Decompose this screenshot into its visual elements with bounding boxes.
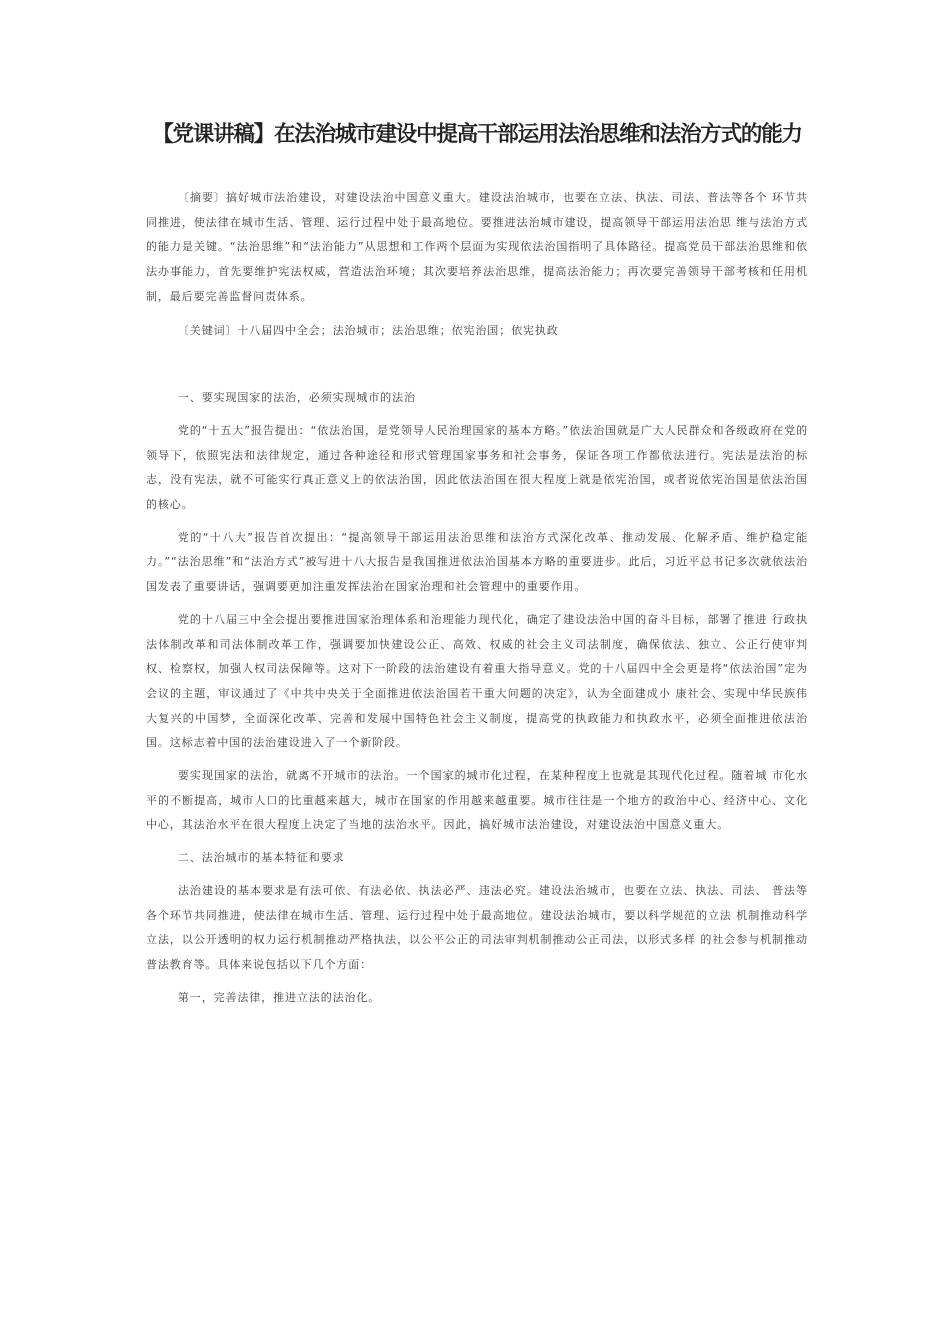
- keywords-paragraph: 〔关键词〕十八届四中全会；法治城市；法治思维；依宪治国；依宪执政: [177, 323, 559, 337]
- document-title: 【党课讲稿】在法治城市建设中提高干部运用法治思维和法治方式的能力: [152, 122, 802, 147]
- body-paragraph: 法治建设的基本要求是有法可依、有法必依、执法必严、违法必究。建设法治城市，也要在立法、执法、司法、 普法等各个环节共同推进，使法律在城市生活、管理、运行过程中处于最高地位。建设法治城市，要以科学规范的立法 机制推动科学立法，以公开透明的权力运行机制推动严格执法，以公平公正的司法审判机制推动公正司法，以形式多样 的社会参与机制推动普法教育等。具体来说包括以下几个方面：: [146, 883, 808, 971]
- body-paragraph: 党的十八届三中全会提出要推进国家治理体系和治理能力现代化，确定了建设法治中国的奋斗目标，部署了推进 行政执法体制改革和司法体制改革工作，强调要加快建设公正、高效、权威的社会主义司法制度，确保依法、独立、公正行使审判权、检察权，加强人权司法保障等。这对下一阶段的法治建设有着重大指导意义。党的十八届四中全会更是将“依法治国”定为会议的主题，审议通过了《中共中央关于全面推进依法治国若干重大问题的决定》，认为全面建成小 康社会、实现中华民族伟大复兴的中国梦，全面深化改革、完善和发展中国特色社会主义制度，提高党的执政能力和执政水平，必须全面推进依法治国。这标志着中国的法治建设进入了一个新阶段。: [146, 612, 808, 750]
- abstract-paragraph: 〔摘要〕搞好城市法治建设，对建设法治中国意义重大。建设法治城市，也要在立法、执法、司法、普法等各个 环节共同推进，使法律在城市生活、管理、运行过程中处于最高地位。要推进法治城市建设，提高领导干部运用法治思 维与法治方式的能力是关键。“法治思维”和“法治能力”从思想和工作两个层面为实现依法治国指明了具体路径。提高党员干部法治思维和依法办事能力，首先要维护宪法权威，营造法治环境；其次要培养法治思维，提高法治能力；再次要完善领导干部考核和任用机制，最后要完善监督问责体系。: [146, 191, 808, 303]
- document-page: [146, 0, 808, 1010]
- body-paragraph: 党的“十八大”报告首次提出：“提高领导干部运用法治思维和法治方式深化改革、推动发展、化解矛盾、维护稳定能力。”“法治思维”和“法治方式”被写进十八大报告是我国推进依法治国基本方略的重要进步。此后，习近平总书记多次就依法治国发表了重要讲话，强调要更加注重发挥法治在国家治理和社会管理中的重要作用。: [146, 530, 808, 594]
- body-paragraph: 要实现国家的法治，就离不开城市的法治。一个国家的城市化过程，在某种程度上也就是其现代化过程。随着城 市化水平的不断提高，城市人口的比重越来越大，城市在国家的作用越来越重要。城市往往是一个地方的政治中心、经济中心、文化中心，其法治水平在很大程度上决定了当地的法治水平。因此，搞好城市法治建设，对建设法治中国意义重大。: [146, 769, 808, 832]
- body-paragraph: 党的“十五大”报告提出：“依法治国，是党领导人民治理国家的基本方略。”依法治国就是广大人民群众和各级政府在党的领导下，依照宪法和法律规定，通过各种途径和形式管理国家事务和社会事务，保证各项工作都依法进行。宪法是法治的标志，没有宪法，就不可能实行真正意义上的依法治国，因此依法治国在很大程度上就是依宪治国，或者说依宪治国是依法治国的核心。: [146, 423, 808, 512]
- section-heading-2: 二、法治城市的基本特征和要求: [177, 851, 345, 865]
- section-heading-1: 一、要实现国家的法治，必须实现城市的法治: [177, 391, 416, 405]
- body-paragraph: 第一，完善法律，推进立法的法治化。: [177, 990, 381, 1004]
